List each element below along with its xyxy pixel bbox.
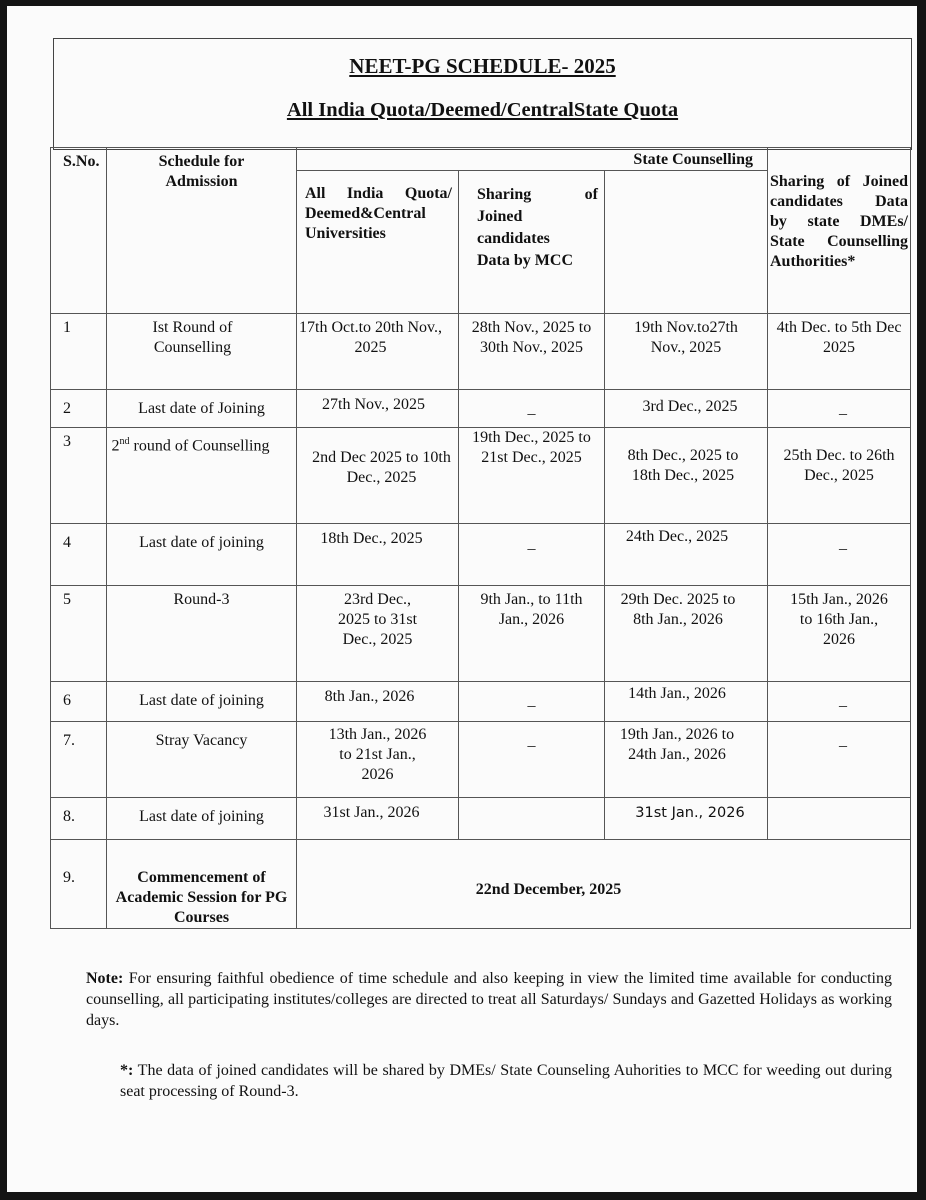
table-row [51,390,911,428]
row-schedule: Round-3 [107,586,297,682]
commencement-date: 22nd December, 2025 [297,840,911,929]
row-sno: 2 [51,390,107,428]
header-mcc [459,171,605,314]
row-state: 19th Nov.to27th Nov., 2025 [605,314,768,390]
note-text: For ensuring faithful obedience of time schedule and also keeping in view the limited time available for conducting counselling, all participating institutes/colleges are directed to treat all Saturdays/ Sundays and Gazetted Holidays as working days. [86,970,892,1029]
table-row [51,722,911,798]
row-sno: 3 [51,428,107,524]
row-state-share: _ [768,524,911,586]
row-sno: 5 [51,586,107,682]
row-state-share: _ [768,722,911,798]
row-schedule: Last date of joining [107,798,297,840]
header-state-share [768,148,911,314]
row-state-share [768,798,911,840]
row-aiq: 8th Jan., 2026 [297,682,459,722]
row-sno: 8. [51,798,107,840]
header-state-share-line4: State Counselling [770,233,908,250]
header-schedule-line2: Admission [165,173,238,190]
note-paragraph [86,968,892,1031]
header-mcc-line3: candidates [477,230,550,247]
row-state-share: _ [768,682,911,722]
row-state: 24th Dec., 2025 [605,524,768,586]
row-schedule: Commencement of Academic Session for PG Courses [107,840,297,929]
row-mcc: 19th Dec., 2025 to 21st Dec., 2025 [459,428,605,524]
table-row [51,524,911,586]
row-mcc: 9th Jan., to 11th Jan., 2026 [459,586,605,682]
table-row [51,682,911,722]
page-subtitle: All India Quota/Deemed/CentralState Quota [286,99,679,121]
row-mcc: 28th Nov., 2025 to 30th Nov., 2025 [459,314,605,390]
row-aiq: 23rd Dec., 2025 to 31st Dec., 2025 [297,586,459,682]
footnote-text: The data of joined candidates will be shared by DMEs/ State Counseling Auhorities to MCC for weeding out during seat processing of Round-3. [120,1062,892,1100]
header-schedule [107,148,297,314]
footnote-paragraph [120,1060,892,1102]
header-state-counselling: State Counselling [297,148,768,171]
header-aiq [297,171,459,314]
row-sno: 4 [51,524,107,586]
row-sno: 1 [51,314,107,390]
row-state-share: 4th Dec. to 5th Dec 2025 [768,314,911,390]
row-aiq: 27th Nov., 2025 [297,390,459,428]
header-state-blank [605,171,768,314]
row-mcc: _ [459,722,605,798]
row-state: 31st Jan., 2026 [605,798,768,840]
row-mcc: _ [459,524,605,586]
row-mcc: _ [459,682,605,722]
document-page [7,6,917,1192]
row-state-share: 15th Jan., 2026 to 16th Jan., 2026 [768,586,911,682]
table-row [51,428,911,524]
table-row [51,798,911,840]
row-aiq: 13th Jan., 2026 to 21st Jan., 2026 [297,722,459,798]
row-sno: 9. [51,840,107,929]
row-state-share: 25th Dec. to 26th Dec., 2025 [768,428,911,524]
row-state: 8th Dec., 2025 to 18th Dec., 2025 [605,428,768,524]
header-aiq-line2: Deemed&Central [305,205,426,222]
row-schedule: Last date of joining [107,682,297,722]
schedule-table [50,147,911,929]
row-aiq: 31st Jan., 2026 [297,798,459,840]
row-schedule: Last date of Joining [107,390,297,428]
row-aiq: 2nd Dec 2025 to 10th Dec., 2025 [297,428,459,524]
header-state-share-line5: Authorities* [770,253,856,270]
header-aiq-line1: All India Quota/ [305,185,452,202]
row-aiq: 17th Oct.to 20th Nov., 2025 [297,314,459,390]
header-state-share-line3: by state DMEs/ [770,213,908,230]
row-schedule [107,428,297,524]
row-sno: 6 [51,682,107,722]
footnote-marker: *: [120,1062,134,1079]
row-schedule: Stray Vacancy [107,722,297,798]
header-mcc-line1: Sharing of [477,186,598,203]
row-state-share: _ [768,390,911,428]
page-title: NEET-PG SCHEDULE- 2025 [349,54,616,78]
row-mcc: _ [459,390,605,428]
row-state: 19th Jan., 2026 to 24th Jan., 2026 [605,722,768,798]
row-sno: 7. [51,722,107,798]
header-sno: S.No. [51,148,107,314]
note-label: Note: [86,970,124,987]
table-row [51,840,911,929]
title-box [53,38,912,150]
header-state-share-line2: candidates Data [770,193,908,210]
table-row [51,586,911,682]
row-schedule-ordinal: 2 [111,437,120,455]
row-mcc [459,798,605,840]
row-schedule-sup: nd [119,436,130,447]
row-state: 29th Dec. 2025 to 8th Jan., 2026 [605,586,768,682]
row-state: 3rd Dec., 2025 [605,390,768,428]
row-schedule: Last date of joining [107,524,297,586]
header-row [51,148,911,171]
header-aiq-line3: Universities [305,225,386,242]
row-aiq: 18th Dec., 2025 [297,524,459,586]
header-state-share-line1: Sharing of Joined [770,173,908,190]
row-state: 14th Jan., 2026 [605,682,768,722]
header-schedule-line1: Schedule for [158,153,245,170]
row-schedule: Ist Round of Counselling [107,314,297,390]
row-schedule-text: round of Counselling [129,437,270,455]
header-mcc-line2: Joined [477,208,523,225]
header-mcc-line4: Data by MCC [477,252,573,269]
table-row [51,314,911,390]
